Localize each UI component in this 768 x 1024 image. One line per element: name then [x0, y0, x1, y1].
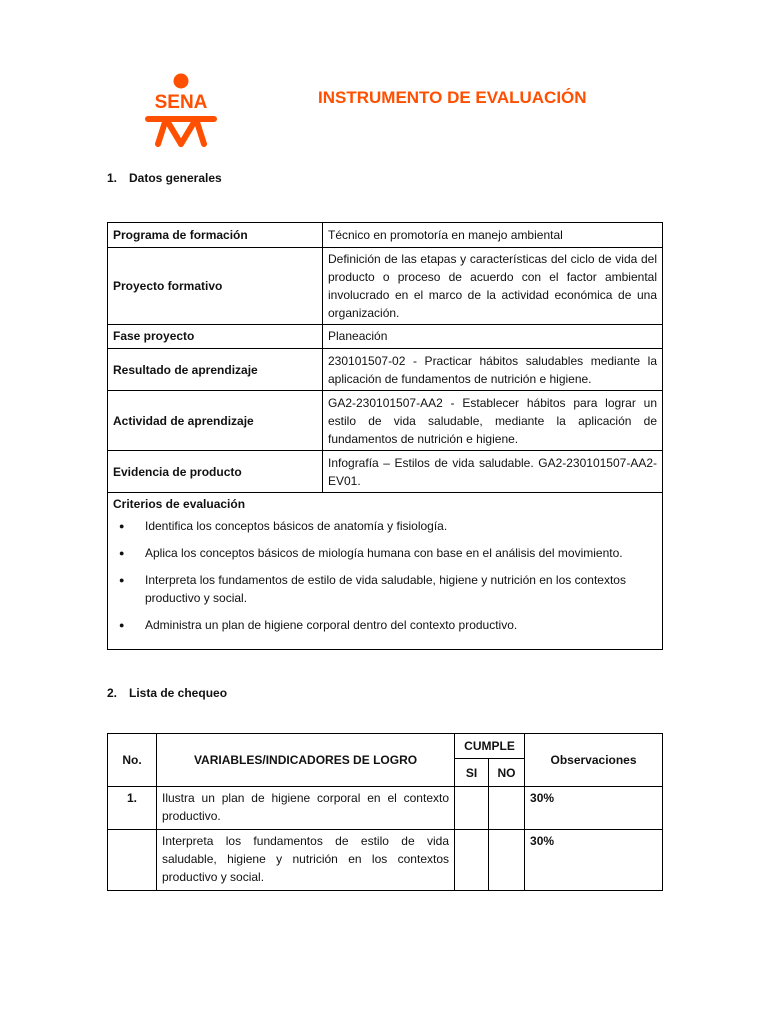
section-number: 2. — [107, 686, 118, 700]
table-row — [108, 325, 663, 349]
table-row — [108, 787, 663, 830]
row-value: 230101507-02 - Practicar hábitos saludables mediante la aplicación de fundamentos de nutrición e higiene. — [323, 349, 663, 391]
row-observation: 30% — [525, 787, 663, 830]
header-row — [108, 734, 663, 759]
row-indicator: Interpreta los fundamentos de estilo de vida saludable, higiene y nutrición en los contextos productivo y social. — [157, 830, 455, 891]
list-item: ● Administra un plan de higiene corporal dentro del contexto productivo. — [145, 616, 657, 634]
row-number — [108, 830, 157, 891]
table-row — [108, 349, 663, 391]
cumple-no-cell — [489, 830, 525, 891]
row-label: Fase proyecto — [108, 325, 323, 349]
list-item: ● Aplica los conceptos básicos de miología humana con base en el análisis del movimiento. — [145, 544, 657, 562]
cumple-si-cell — [455, 787, 489, 830]
list-item: ● Interpreta los fundamentos de estilo de vida saludable, higiene y nutrición en los contextos productivo y social. — [145, 571, 657, 607]
sena-logo — [142, 72, 220, 150]
row-label: Actividad de aprendizaje — [108, 391, 323, 451]
col-header-si: SI — [455, 759, 489, 787]
section-datos-generales — [107, 171, 222, 185]
table-row — [108, 391, 663, 451]
row-value: GA2-230101507-AA2 - Establecer hábitos para lograr un estilo de vida saludable, mediante la aplicación de fundamentos de nutrición e higiene. — [323, 391, 663, 451]
row-value: Planeación — [323, 325, 663, 349]
row-value: Técnico en promotoría en manejo ambiental — [323, 223, 663, 248]
row-value: Infografía – Estilos de vida saludable. GA2-230101507-AA2-EV01. — [323, 451, 663, 493]
cumple-no-cell — [489, 787, 525, 830]
row-observation: 30% — [525, 830, 663, 891]
col-header-variables: VARIABLES/INDICADORES DE LOGRO — [157, 734, 455, 787]
table-row — [108, 223, 663, 248]
criterios-cell — [108, 493, 663, 650]
section-lista-chequeo — [107, 686, 227, 700]
lista-chequeo-table — [107, 733, 663, 891]
svg-text:SENA: SENA — [154, 92, 208, 113]
section-title: Lista de chequeo — [129, 686, 228, 700]
cumple-si-cell — [455, 830, 489, 891]
criterios-title: Criterios de evaluación — [113, 497, 246, 511]
row-label: Proyecto formativo — [108, 248, 323, 325]
document-title: INSTRUMENTO DE EVALUACIÓN — [318, 88, 587, 107]
criterios-row — [108, 493, 663, 650]
criterios-list — [113, 517, 657, 634]
row-indicator: Ilustra un plan de higiene corporal en el contexto productivo. — [157, 787, 455, 830]
section-number: 1. — [107, 171, 118, 185]
row-number: 1. — [108, 787, 157, 830]
table-row — [108, 248, 663, 325]
row-label: Programa de formación — [108, 223, 323, 248]
col-header-no-cumple: NO — [489, 759, 525, 787]
datos-generales-table — [107, 222, 663, 650]
row-value: Definición de las etapas y características del ciclo de vida del producto o proceso de acuerdo con el factor ambiental involucrado en el marco de la actividad económica de una organización. — [323, 248, 663, 325]
table-row — [108, 451, 663, 493]
row-label: Evidencia de producto — [108, 451, 323, 493]
col-header-cumple: CUMPLE — [455, 734, 525, 759]
row-label: Resultado de aprendizaje — [108, 349, 323, 391]
list-item: ● Identifica los conceptos básicos de anatomía y fisiología. — [145, 517, 657, 535]
section-title: Datos generales — [129, 171, 222, 185]
table-row — [108, 830, 663, 891]
col-header-observaciones: Observaciones — [525, 734, 663, 787]
col-header-no: No. — [108, 734, 157, 787]
